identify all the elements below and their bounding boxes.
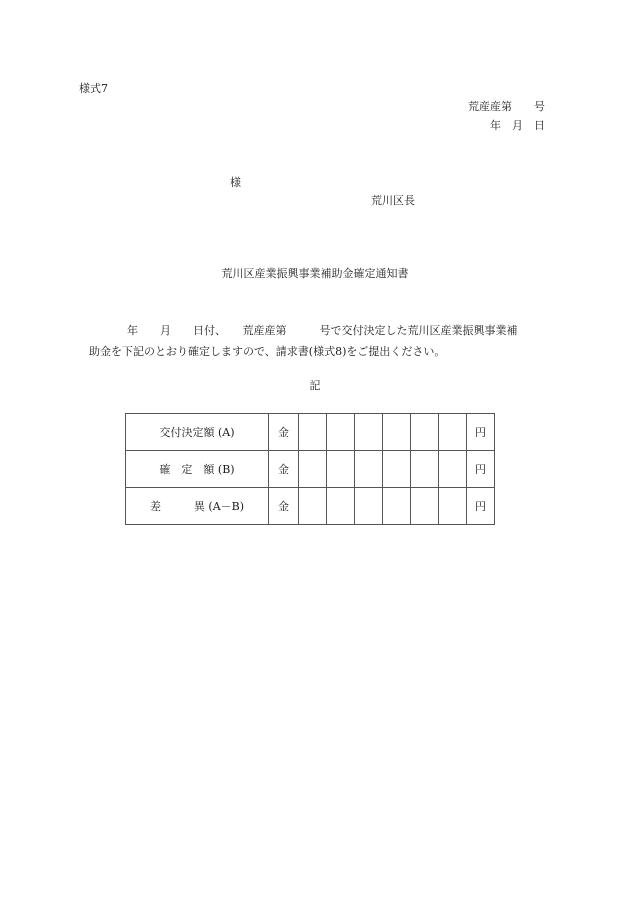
addressee-honorific: 様 <box>230 176 241 189</box>
currency-suffix: 円 <box>467 488 495 525</box>
digit-cell <box>439 488 467 525</box>
form-number: 様式7 <box>79 82 108 95</box>
body-text-line-2: 助金を下記のとおり確定しますので、請求書(様式8)をご提出ください。 <box>89 345 446 358</box>
digit-cell <box>299 414 327 451</box>
document-date: 年 月 日 <box>490 119 545 132</box>
currency-prefix: 金 <box>269 451 299 488</box>
document-title: 荒川区産業振興事業補助金確定通知書 <box>221 267 409 280</box>
digit-cell <box>411 488 439 525</box>
row-label: 確 定 額 (B) <box>126 451 269 488</box>
row-label: 交付決定額 (A) <box>126 414 269 451</box>
digit-cell <box>411 451 439 488</box>
digit-cell <box>411 414 439 451</box>
table-row <box>126 451 495 488</box>
digit-cell <box>299 488 327 525</box>
digit-cell <box>439 451 467 488</box>
table-row <box>126 414 495 451</box>
digit-cell <box>355 414 383 451</box>
amount-table <box>125 413 495 525</box>
ki-heading: 記 <box>309 379 321 392</box>
currency-prefix: 金 <box>269 414 299 451</box>
row-label: 差 異 (A－B) <box>126 488 269 525</box>
digit-cell <box>327 488 355 525</box>
table-row <box>126 488 495 525</box>
digit-cell <box>383 488 411 525</box>
sender-name: 荒川区長 <box>371 194 415 207</box>
digit-cell <box>439 414 467 451</box>
document-number: 荒産産第 号 <box>468 100 545 113</box>
digit-cell <box>299 451 327 488</box>
digit-cell <box>383 414 411 451</box>
digit-cell <box>355 451 383 488</box>
digit-cell <box>327 414 355 451</box>
currency-suffix: 円 <box>467 414 495 451</box>
currency-suffix: 円 <box>467 451 495 488</box>
digit-cell <box>383 451 411 488</box>
digit-cell <box>327 451 355 488</box>
body-text-line-1: 年 月 日付、 荒産産第 号で交付決定した荒川区産業振興事業補 <box>127 324 518 337</box>
currency-prefix: 金 <box>269 488 299 525</box>
digit-cell <box>355 488 383 525</box>
